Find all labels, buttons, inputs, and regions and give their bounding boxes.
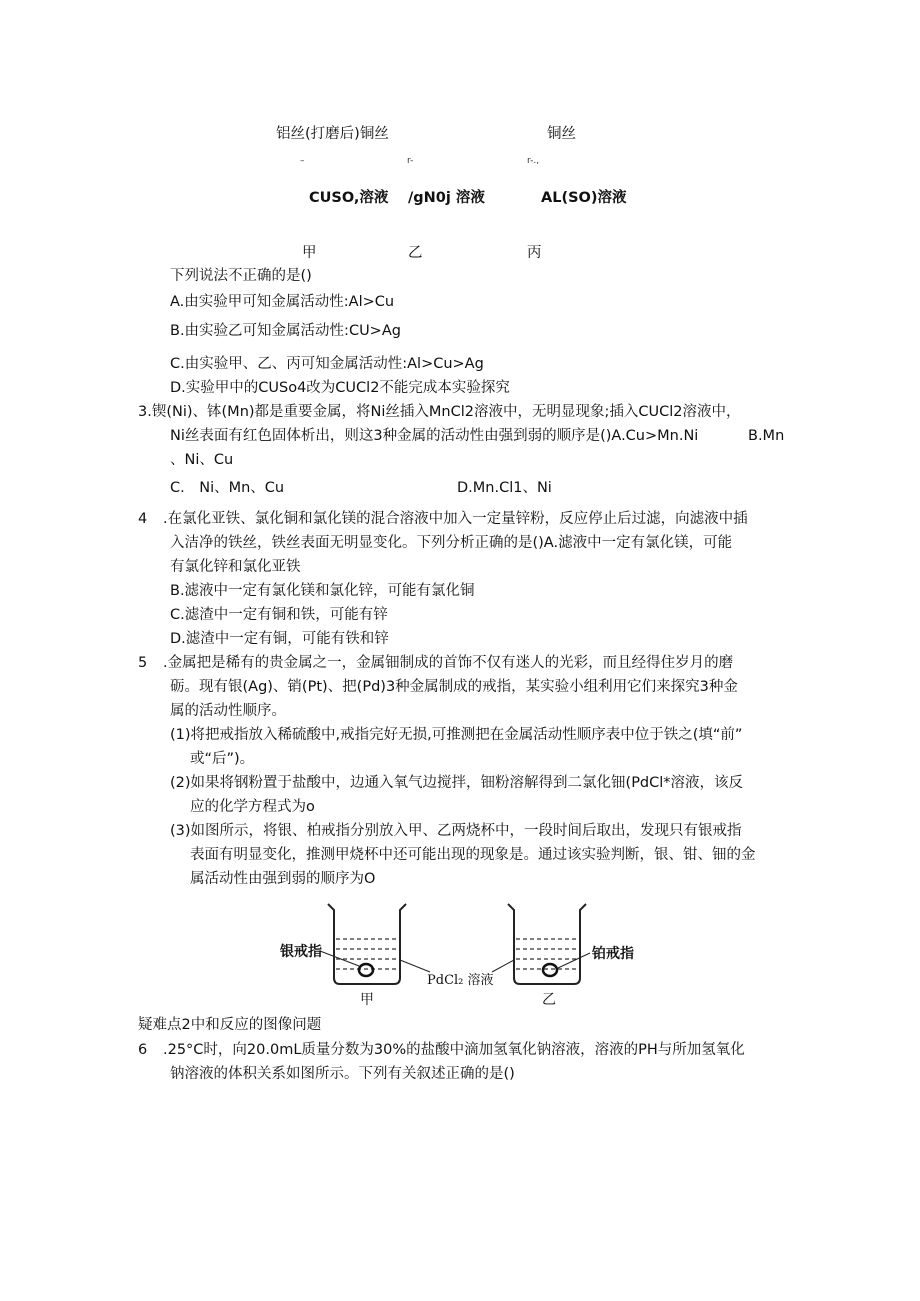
q3-line-3: 、Ni、Cu <box>170 452 234 468</box>
fig1-mark-a: – <box>300 156 305 166</box>
q5-part-1-b: 或“后”)。 <box>190 751 255 767</box>
platinum-ring-label: 铂戒指 <box>592 946 634 962</box>
beaker-yi <box>508 904 590 984</box>
silver-ring-icon <box>359 964 373 976</box>
q4-number: 4 <box>138 511 148 527</box>
section-heading: 疑难点2中和反应的图像问题 <box>138 1017 322 1033</box>
platinum-ring-icon <box>543 964 557 976</box>
beaker-yi-label: 乙 <box>542 992 556 1008</box>
q4-option-d: D.滤渣中一定有铜，可能有铁和锌 <box>170 631 389 647</box>
fig1-label-yi: 乙 <box>408 245 423 261</box>
q5-line-3: 属的活动性顺序。 <box>170 703 286 719</box>
q2-option-c: C.由实验甲、乙、丙可知金属活动性:Al>Cu>Ag <box>170 356 484 372</box>
pdcl2-solution-label: PdCl₂ 溶液 <box>427 973 494 988</box>
q4-line-3: 有氯化锌和氯化亚铁 <box>170 559 301 575</box>
q2-option-b: B.由实验乙可知金属活动性:CU>Ag <box>170 323 401 339</box>
q2-option-d: D.实验甲中的CUSo4改为CUCl2不能完成本实验探究 <box>170 380 510 396</box>
fig1-top-right-label: 铜丝 <box>547 126 576 142</box>
q4-line-2: 入洁净的铁丝，铁丝表面无明显变化。下列分析正确的是()A.滤液中一定有氯化镁，可能 <box>170 535 733 551</box>
q3-line-2: Ni丝表面有红色固体析出，则这3种金属的活动性由强到弱的顺序是()A.Cu>Mn.Ni <box>170 428 699 444</box>
fig1-label-bing: 丙 <box>527 245 542 261</box>
beaker-jia-label: 甲 <box>360 992 374 1008</box>
q3-line-1: 3.锲(Ni)、钵(Mn)都是重要金属，将Ni丝插入MnCl2溶液中，无明显现象;插入CUCl2溶液中， <box>138 404 741 420</box>
q5-number: 5 <box>138 655 148 671</box>
q5-part-3-b: 表面有明显变化，推测甲烧杯中还可能出现的现象是。通过该实验判断，银、钳、钿的金 <box>190 847 756 863</box>
q6-line-1: .25°C时，向20.0mL质量分数为30%的盐酸中滴加氢氧化钠溶液，溶液的PH与所加氢氧化 <box>163 1042 745 1058</box>
q3-option-d: D.Mn.Cl1、Ni <box>457 480 552 496</box>
q2-option-a: A.由实验甲可知金属活动性:Al>Cu <box>170 294 395 310</box>
q5-part-3-c: 属活动性由强到弱的顺序为O <box>190 871 376 887</box>
q6-line-2: 钠溶液的体积关系如图所示。下列有关叙述正确的是() <box>170 1066 515 1082</box>
q4-option-c: C.滤渣中一定有铜和铁，可能有锌 <box>170 607 388 623</box>
fig1-solution-a: CUSO,溶液 <box>309 190 389 206</box>
q5-part-1-a: (1)将把戒指放入稀硫酸中,戒指完好无损,可推测把在金属活动性顺序表中位于铁之(填“前” <box>170 727 743 743</box>
q3-line-2-tail: B.Mn <box>748 428 785 444</box>
q4-option-b: B.滤液中一定有氯化镁和氯化锌，可能有氯化铜 <box>170 583 475 599</box>
fig1-mark-c: r-., <box>527 156 540 166</box>
q2-stem: 下列说法不正确的是() <box>170 268 312 284</box>
silver-ring-label: 银戒指 <box>280 944 322 960</box>
beaker-jia <box>320 904 406 984</box>
q4-line-1: .在氯化亚铁、氯化铜和氯化镁的混合溶液中加入一定量锌粉，反应停止后过滤，向滤液中插 <box>163 511 748 527</box>
q6-number: 6 <box>138 1042 148 1058</box>
q5-part-2-b: 应的化学方程式为o <box>190 799 315 815</box>
fig1-solution-c: AL(SO)溶液 <box>541 190 627 206</box>
beaker-figure <box>270 898 650 1010</box>
q5-line-1: .金属把是稀有的贵金属之一，金属钿制成的首饰不仅有迷人的光彩，而且经得住岁月的磨 <box>163 655 734 671</box>
fig1-top-left-label: 铝丝(打磨后)铜丝 <box>276 126 389 142</box>
fig1-label-jia: 甲 <box>302 245 317 261</box>
q5-part-3-a: (3)如图所示，将银、柏戒指分别放入甲、乙两烧杯中，一段时间后取出，发现只有银戒指 <box>170 823 742 839</box>
q5-part-2-a: (2)如果将钢粉置于盐酸中，边通入氧气边搅拌，钿粉溶解得到二氯化钿(PdCl*溶液，该反 <box>170 775 744 791</box>
fig1-mark-b: r- <box>407 156 414 166</box>
q3-option-c: C. Ni、Mn、Cu <box>170 480 285 496</box>
fig1-solution-b: /gN0j 溶液 <box>408 190 485 206</box>
q5-line-2: 砺。现有银(Ag)、销(Pt)、把(Pd)3种金属制成的戒指，某实验小组利用它们来探究3种金 <box>170 679 738 695</box>
